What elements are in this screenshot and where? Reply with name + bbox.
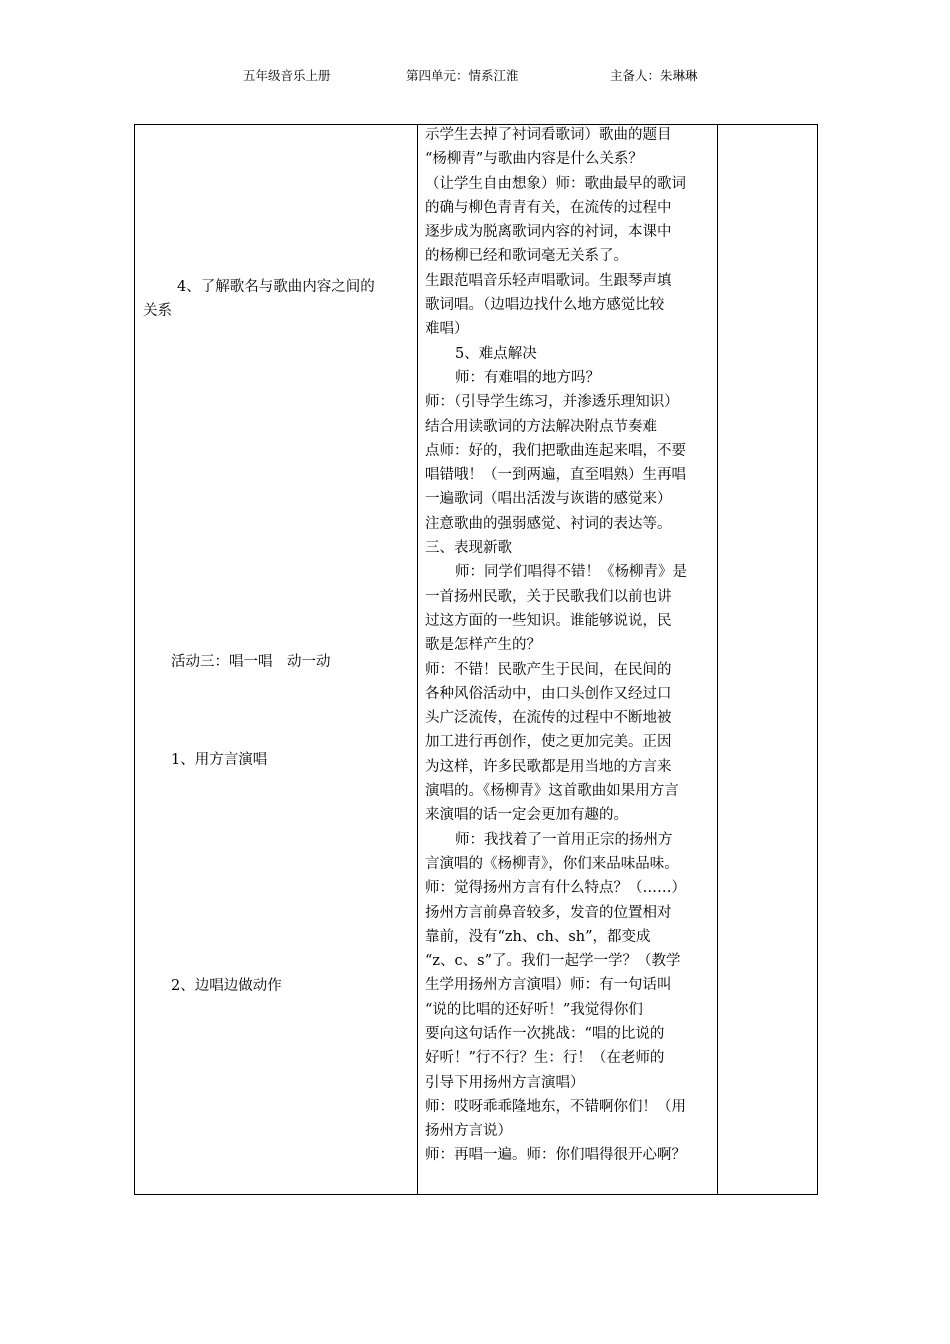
content-line: 演唱的。《杨柳青》这首歌曲如果用方言 (425, 783, 679, 800)
content-line: 注意歌曲的强弱感觉、衬词的表达等。 (425, 515, 672, 532)
page-header (0, 66, 950, 86)
left-step1: 1、用方言演唱 (171, 752, 268, 768)
content-line: 师：有难唱的地方吗？ (455, 369, 600, 386)
content-line: 加工进行再创作，使之更加完美。正因 (425, 734, 672, 751)
content-line: 歌词唱。（边唱边找什么地方感觉比较 (425, 297, 665, 314)
left-activity3: 活动三：唱一唱 动一动 (171, 654, 331, 670)
content-line: 为这样，许多民歌都是用当地的方言来 (425, 758, 672, 775)
content-line: 的杨柳已经和歌词毫无关系了。 (425, 248, 628, 265)
content-line: 师：哎呀乖乖隆地东，不错啊你们！（用 (425, 1098, 686, 1115)
content-line: 扬州方言说） (425, 1123, 512, 1140)
content-line: 扬州方言前鼻音较多，发音的位置相对 (425, 904, 672, 921)
content-line: 生学用扬州方言演唱）师：有一句话叫 (425, 977, 672, 994)
left-item4-line2: 关系 (143, 303, 172, 319)
header-author: 主备人：朱琳琳 (610, 68, 698, 83)
content-line: “说的比唱的还好听！”我觉得你们 (425, 1001, 643, 1018)
column-divider-2 (717, 125, 718, 1194)
content-line: 师：觉得扬州方言有什么特点？（……） (425, 880, 686, 897)
content-line: 师：不错！民歌产生于民间，在民间的 (425, 661, 672, 678)
content-line: 三、表现新歌 (425, 540, 512, 557)
content-line: （让学生自由想象）师：歌曲最早的歌词 (425, 175, 686, 192)
content-line: 好听！”行不行？生：行！（在老师的 (425, 1050, 665, 1067)
content-line: 5、难点解决 (455, 345, 537, 362)
content-line: 唱错哦！（一到两遍，直至唱熟）生再唱 (425, 467, 686, 484)
content-line: 各种风俗活动中，由口头创作又经过口 (425, 685, 672, 702)
lesson-table (134, 124, 818, 1195)
content-line: 示学生去掉了衬词看歌词）歌曲的题目 (425, 127, 672, 143)
content-line: 师：再唱一遍。师：你们唱得很开心啊？ (425, 1147, 686, 1164)
content-line: 结合用读歌词的方法解决附点节奏难 (425, 418, 657, 435)
content-line: 点师：好的，我们把歌曲连起来唱，不要 (425, 442, 686, 459)
column-divider-1 (417, 125, 418, 1194)
content-line: 师：同学们唱得不错！《杨柳青》是 (455, 564, 687, 581)
header-unit: 第四单元：情系江淮 (406, 68, 519, 83)
content-line: 引导下用扬州方言演唱） (425, 1074, 585, 1091)
content-line: 师：（引导学生练习，并渗透乐理知识） (425, 394, 679, 411)
left-step2: 2、边唱边做动作 (171, 978, 282, 994)
content-line: 头广泛流传，在流传的过程中不断地被 (425, 710, 672, 727)
content-line: 一首扬州民歌，关于民歌我们以前也讲 (425, 588, 672, 605)
content-line: 言演唱的《杨柳青》，你们来品味品味。 (425, 855, 679, 872)
content-line: 逐步成为脱离歌词内容的衬词，本课中 (425, 224, 672, 241)
content-line: 的确与柳色青青有关，在流传的过程中 (425, 199, 672, 216)
header-book: 五年级音乐上册 (243, 68, 331, 83)
content-column (425, 123, 717, 1168)
content-line: “z、c、s”了。我们一起学一学？（教学 (425, 953, 681, 970)
left-item4-line1: 4、了解歌名与歌曲内容之间的 (177, 279, 375, 295)
content-line: 过这方面的一些知识。谁能够说说，民 (425, 612, 672, 629)
content-line: 难唱） (425, 321, 469, 338)
content-line: 要向这句话作一次挑战：“唱的比说的 (425, 1025, 665, 1042)
content-line: 歌是怎样产生的？ (425, 637, 541, 654)
content-line: “杨柳青”与歌曲内容是什么关系？ (425, 151, 643, 168)
content-line: 师：我找着了一首用正宗的扬州方 (455, 831, 673, 848)
content-line: 一遍歌词（唱出活泼与诙谐的感觉来） (425, 491, 672, 508)
content-line: 生跟范唱音乐轻声唱歌词。生跟琴声填 (425, 272, 672, 289)
content-line: 靠前，没有“zh、ch、sh”，都变成 (425, 928, 651, 945)
content-line: 来演唱的话一定会更加有趣的。 (425, 807, 628, 824)
